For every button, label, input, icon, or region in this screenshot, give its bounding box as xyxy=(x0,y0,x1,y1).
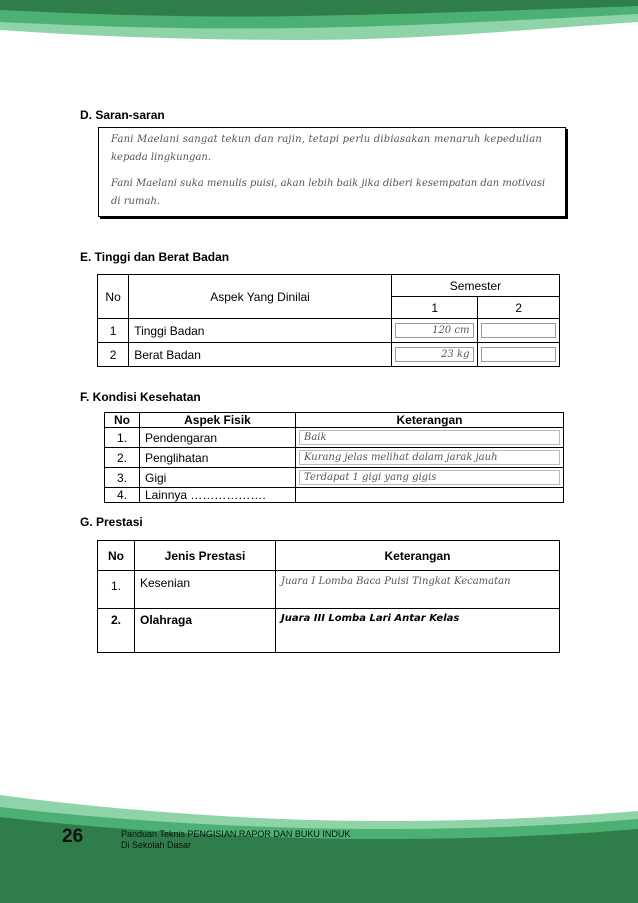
row-aspek: Pendengaran xyxy=(140,428,296,448)
row-no: 2. xyxy=(105,448,140,468)
row-no: 2 xyxy=(98,343,129,367)
row-no: 4. xyxy=(105,488,140,503)
row-keterangan xyxy=(296,488,564,503)
table-row xyxy=(98,319,560,343)
row-semester-1-value: 120 cm xyxy=(395,323,475,338)
header-aspek: Aspek Yang Dinilai xyxy=(129,275,392,319)
row-jenis: Olahraga xyxy=(135,609,276,653)
header-keterangan: Keterangan xyxy=(276,541,560,571)
table-row xyxy=(105,448,564,468)
footer-text-2: Di Sekolah Dasar xyxy=(121,840,192,850)
row-keterangan: Juara I Lomba Baca Puisi Tingkat Kecamatan xyxy=(276,571,560,609)
row-no: 2. xyxy=(98,609,135,653)
section-d-title: D. Saran-saran xyxy=(80,108,165,122)
section-g-title: G. Prestasi xyxy=(80,515,143,529)
row-aspek: Gigi xyxy=(140,468,296,488)
row-aspek: Tinggi Badan xyxy=(129,319,392,343)
kesehatan-table xyxy=(104,412,564,503)
row-no: 1 xyxy=(98,319,129,343)
row-keterangan: Juara III Lomba Lari Antar Kelas xyxy=(276,609,560,653)
row-aspek: Berat Badan xyxy=(129,343,392,367)
footer-banner xyxy=(0,795,638,903)
section-f-title: F. Kondisi Kesehatan xyxy=(80,390,201,404)
row-jenis: Kesenian xyxy=(135,571,276,609)
saran-box xyxy=(98,127,566,217)
header-banner xyxy=(0,0,638,60)
row-no: 3. xyxy=(105,468,140,488)
saran-line-4: di rumah. xyxy=(111,196,161,207)
table-row xyxy=(105,488,564,503)
header-semester: Semester xyxy=(391,275,559,297)
section-e-title: E. Tinggi dan Berat Badan xyxy=(80,250,230,264)
footer-text-1: Panduan Teknis PENGISIAN RAPOR DAN BUKU INDUK xyxy=(121,829,351,839)
row-no: 1. xyxy=(98,571,135,609)
header-no: No xyxy=(105,413,140,428)
header-semester-2: 2 xyxy=(478,297,560,319)
table-row xyxy=(98,571,560,609)
row-keterangan: Terdapat 1 gigi yang gigis xyxy=(299,470,560,485)
row-aspek: Lainnya ………………. xyxy=(140,488,296,503)
header-semester-1: 1 xyxy=(391,297,478,319)
header-jenis-prestasi: Jenis Prestasi xyxy=(135,541,276,571)
header-keterangan: Keterangan xyxy=(296,413,564,428)
row-semester-1-value: 23 kg xyxy=(395,347,475,362)
table-row xyxy=(98,609,560,653)
page-number: 26 xyxy=(62,826,84,847)
saran-line-1: Fani Maelani sangat tekun dan rajin, tetapi perlu dibiasakan menaruh kepedulian xyxy=(111,134,542,145)
row-keterangan: Kurang jelas melihat dalam jarak jauh xyxy=(299,450,560,465)
row-semester-2-value xyxy=(481,323,556,338)
table-row xyxy=(105,468,564,488)
row-no: 1. xyxy=(105,428,140,448)
header-no: No xyxy=(98,541,135,571)
header-no: No xyxy=(98,275,129,319)
header-aspek-fisik: Aspek Fisik xyxy=(140,413,296,428)
saran-line-2: kepada lingkungan. xyxy=(111,152,212,163)
saran-line-3: Fani Maelani suka menulis puisi, akan lebih baik jika diberi kesempatan dan motivasi xyxy=(111,178,546,189)
tinggi-berat-table xyxy=(97,274,560,367)
prestasi-table xyxy=(97,540,560,653)
row-aspek: Penglihatan xyxy=(140,448,296,468)
table-row xyxy=(105,428,564,448)
row-keterangan: Baik xyxy=(299,430,560,445)
table-row xyxy=(98,343,560,367)
row-semester-2-value xyxy=(481,347,556,362)
